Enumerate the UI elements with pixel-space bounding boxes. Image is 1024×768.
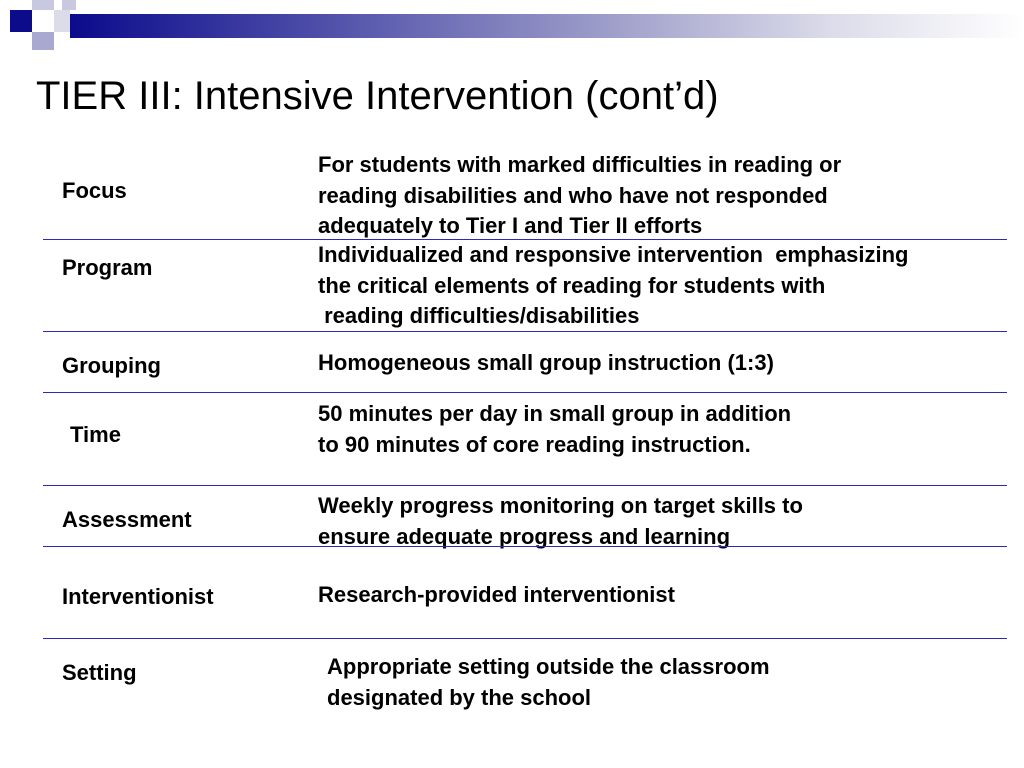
row-description-time: 50 minutes per day in small group in addition to 90 minutes of core reading instruction. (318, 401, 792, 457)
row-description-interventionist: Research-provided interventionist (318, 582, 675, 607)
row-label-interventionist: Interventionist (62, 584, 214, 609)
row-divider (43, 546, 1007, 547)
row-description-setting: Appropriate setting outside the classroom designated by the school (327, 654, 770, 710)
row-divider (43, 331, 1007, 332)
slide-title: TIER III: Intensive Intervention (cont’d) (36, 74, 719, 118)
row-label-assessment: Assessment (62, 507, 192, 532)
row-label-setting: Setting (62, 660, 137, 685)
row-label-grouping: Grouping (62, 353, 161, 378)
header-square-small (62, 0, 76, 10)
row-label-time: Time (70, 422, 121, 447)
row-label-focus: Focus (62, 178, 127, 203)
header-square-dark (10, 10, 32, 32)
row-description-focus: For students with marked difficulties in reading or reading disabilities and who have not responded adequately to Tier I and Tier II efforts (318, 152, 842, 238)
row-description-grouping: Homogeneous small group instruction (1:3) (318, 350, 774, 375)
header-gradient-band (70, 14, 1024, 38)
header-square-pale (54, 10, 70, 32)
header-square-light (32, 0, 54, 10)
header-square-mid (32, 32, 54, 50)
row-description-assessment: Weekly progress monitoring on target skills to ensure adequate progress and learning (318, 493, 803, 549)
row-divider (43, 485, 1007, 486)
row-divider (43, 392, 1007, 393)
row-description-program: Individualized and responsive intervention emphasizing the critical elements of reading for students with reading difficulties/disabilities (318, 242, 909, 328)
row-label-program: Program (62, 255, 153, 280)
row-divider (43, 638, 1007, 639)
